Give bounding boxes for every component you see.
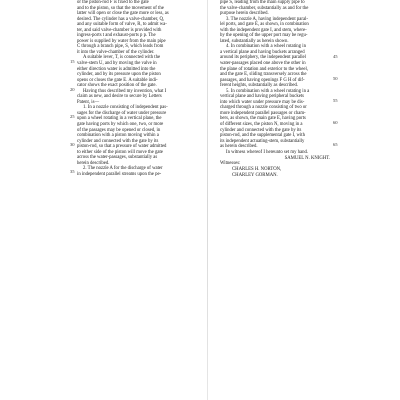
text-line: it into the valve-chamber of the cylinder. bbox=[77, 49, 155, 55]
witnesses-label: Witnesses: bbox=[220, 161, 241, 167]
line-number: 55 bbox=[333, 98, 338, 103]
line-number: 60 bbox=[333, 120, 338, 125]
text-line: a vertical plane and having buckets arranged bbox=[220, 49, 305, 55]
text-line: the valve-chamber, substantially as and for the bbox=[220, 5, 309, 11]
witness-name: CHARLEY GORMAN. bbox=[232, 172, 278, 178]
text-line: valve-stem U, and by moving the valve in bbox=[77, 61, 157, 67]
text-line: opens or closes the gate E. A suitable indi- bbox=[77, 77, 158, 83]
text-line: or the piston-rod F is fixed to the gate bbox=[77, 0, 149, 5]
text-line: more independent parallel passages or cham- bbox=[220, 110, 306, 116]
text-line: purpose herein described. bbox=[220, 11, 269, 17]
text-line: cylinder, and by its pressure upon the piston bbox=[77, 72, 161, 78]
text-line: C through a branch pipe, S, which leads from bbox=[77, 44, 164, 50]
text-line: sages for the discharge of water under pressure bbox=[77, 110, 167, 116]
text-line: water-passages placed one above the other in bbox=[220, 61, 306, 67]
line-number: 45 bbox=[333, 54, 338, 59]
text-line: 3. The nozzle A, having independent paral- bbox=[226, 16, 308, 22]
inventor-signature: SAMUEL N. KNIGHT. bbox=[284, 155, 330, 161]
text-line: 1. In a nozzle consisting of independent pas- bbox=[83, 105, 168, 111]
text-line: around its periphery, the independent parallel bbox=[220, 55, 306, 61]
line-number: 25 bbox=[70, 114, 75, 119]
text-line: cylinder and connected with the gate by its bbox=[220, 127, 302, 133]
line-number: 50 bbox=[333, 76, 338, 81]
text-line: its independent actuating-stem, substantially bbox=[220, 138, 305, 144]
text-line: and to the piston, so that the movement of the bbox=[77, 5, 164, 11]
text-line: gate having ports by which one, two, or more bbox=[77, 122, 164, 128]
text-line: herein described. bbox=[77, 160, 110, 166]
text-line: with the independent gate I, and stem, where- bbox=[220, 27, 307, 33]
text-line: desired. The cylinder has a valve-chamber, Q, bbox=[77, 16, 165, 22]
text-line: of different sizes, the piston N, moving in a bbox=[220, 122, 303, 128]
text-line: piston-rod, and the supplemental gate I, with bbox=[220, 133, 305, 139]
text-line: power is supplied by water from the main pipe bbox=[77, 38, 166, 44]
text-line: 2. The nozzle A for the discharge of water bbox=[83, 166, 163, 172]
text-line: piston-rod, so that a pressure of water admitted bbox=[77, 144, 167, 150]
text-line: the plane of rotation and exterior to the wheel, bbox=[220, 66, 308, 72]
text-line: 4. In combination with a wheel rotating in bbox=[226, 44, 306, 50]
text-line: lel ports, and gate E, as shown, in combination bbox=[220, 22, 309, 28]
text-line: upon a wheel rotating in a vertical plane, the bbox=[77, 116, 162, 122]
text-line: Patent, is— bbox=[77, 99, 100, 105]
right-text-column bbox=[220, 0, 330, 178]
page-fold-shadow bbox=[207, 0, 208, 400]
text-line: ingress-ports t and exhaust-ports p p. The bbox=[77, 33, 156, 39]
text-line: ferent heights, substantially as described. bbox=[220, 83, 299, 89]
text-line: vertical plane and having peripheral buckets bbox=[220, 94, 305, 100]
text-line: in independent parallel streams upon the pe- bbox=[77, 171, 162, 177]
line-number: 30 bbox=[70, 142, 75, 147]
line-number: 35 bbox=[70, 169, 75, 174]
text-line: into which water under pressure may be dis- bbox=[220, 99, 305, 105]
text-line: A suitable lever, T, is connected with the bbox=[83, 55, 161, 61]
text-line: pipe S, leading from the main supply pipe to bbox=[220, 0, 305, 5]
text-line: combination with a piston moving within a bbox=[77, 133, 159, 139]
text-line: and any suitable form of valve, R, to admit wa- bbox=[77, 22, 167, 28]
text-line: across the water-passages, substantially as bbox=[77, 155, 158, 161]
text-line: by the opening of the upper port may be regu- bbox=[220, 33, 308, 39]
left-text-column bbox=[77, 0, 193, 178]
line-number: 20 bbox=[70, 87, 75, 92]
text-line: and the gate E, sliding transversely across the bbox=[220, 72, 307, 78]
text-line: passages, and having openings F G H of dif- bbox=[220, 77, 305, 83]
text-line: of the passages may be opened or closed, in bbox=[77, 127, 161, 133]
text-line: In witness whereof I hereunto set my hand. bbox=[226, 149, 309, 155]
text-line: 5. In combination with a wheel rotating in a bbox=[226, 88, 310, 94]
text-line: claim as new, and desire to secure by Letters bbox=[77, 94, 162, 100]
text-line: bers, as shown, the main gate E, having ports bbox=[220, 116, 306, 122]
text-line: to either side of the piston will move the gate bbox=[77, 149, 163, 155]
witness-name: CHARLES H. NORTON, bbox=[232, 167, 282, 172]
text-line: charged through a nozzle consisting of two or bbox=[220, 105, 307, 111]
text-line: ter, and said valve-chamber is provided with bbox=[77, 27, 162, 33]
line-number: 15 bbox=[70, 59, 75, 64]
text-line: either direction water is admitted into the bbox=[77, 66, 156, 72]
text-line: as herein described. bbox=[220, 144, 258, 150]
text-line: cylinder and connected with the gate by its bbox=[77, 138, 159, 144]
line-number: 65 bbox=[333, 142, 338, 147]
text-line: latter will open or close the gate more or less, as bbox=[77, 11, 169, 17]
text-line: lated, substantially as herein shown. bbox=[220, 38, 289, 44]
text-line: cator shows the exact position of the gate. bbox=[77, 83, 157, 89]
text-line: Having thus described my invention, what I bbox=[83, 88, 167, 94]
